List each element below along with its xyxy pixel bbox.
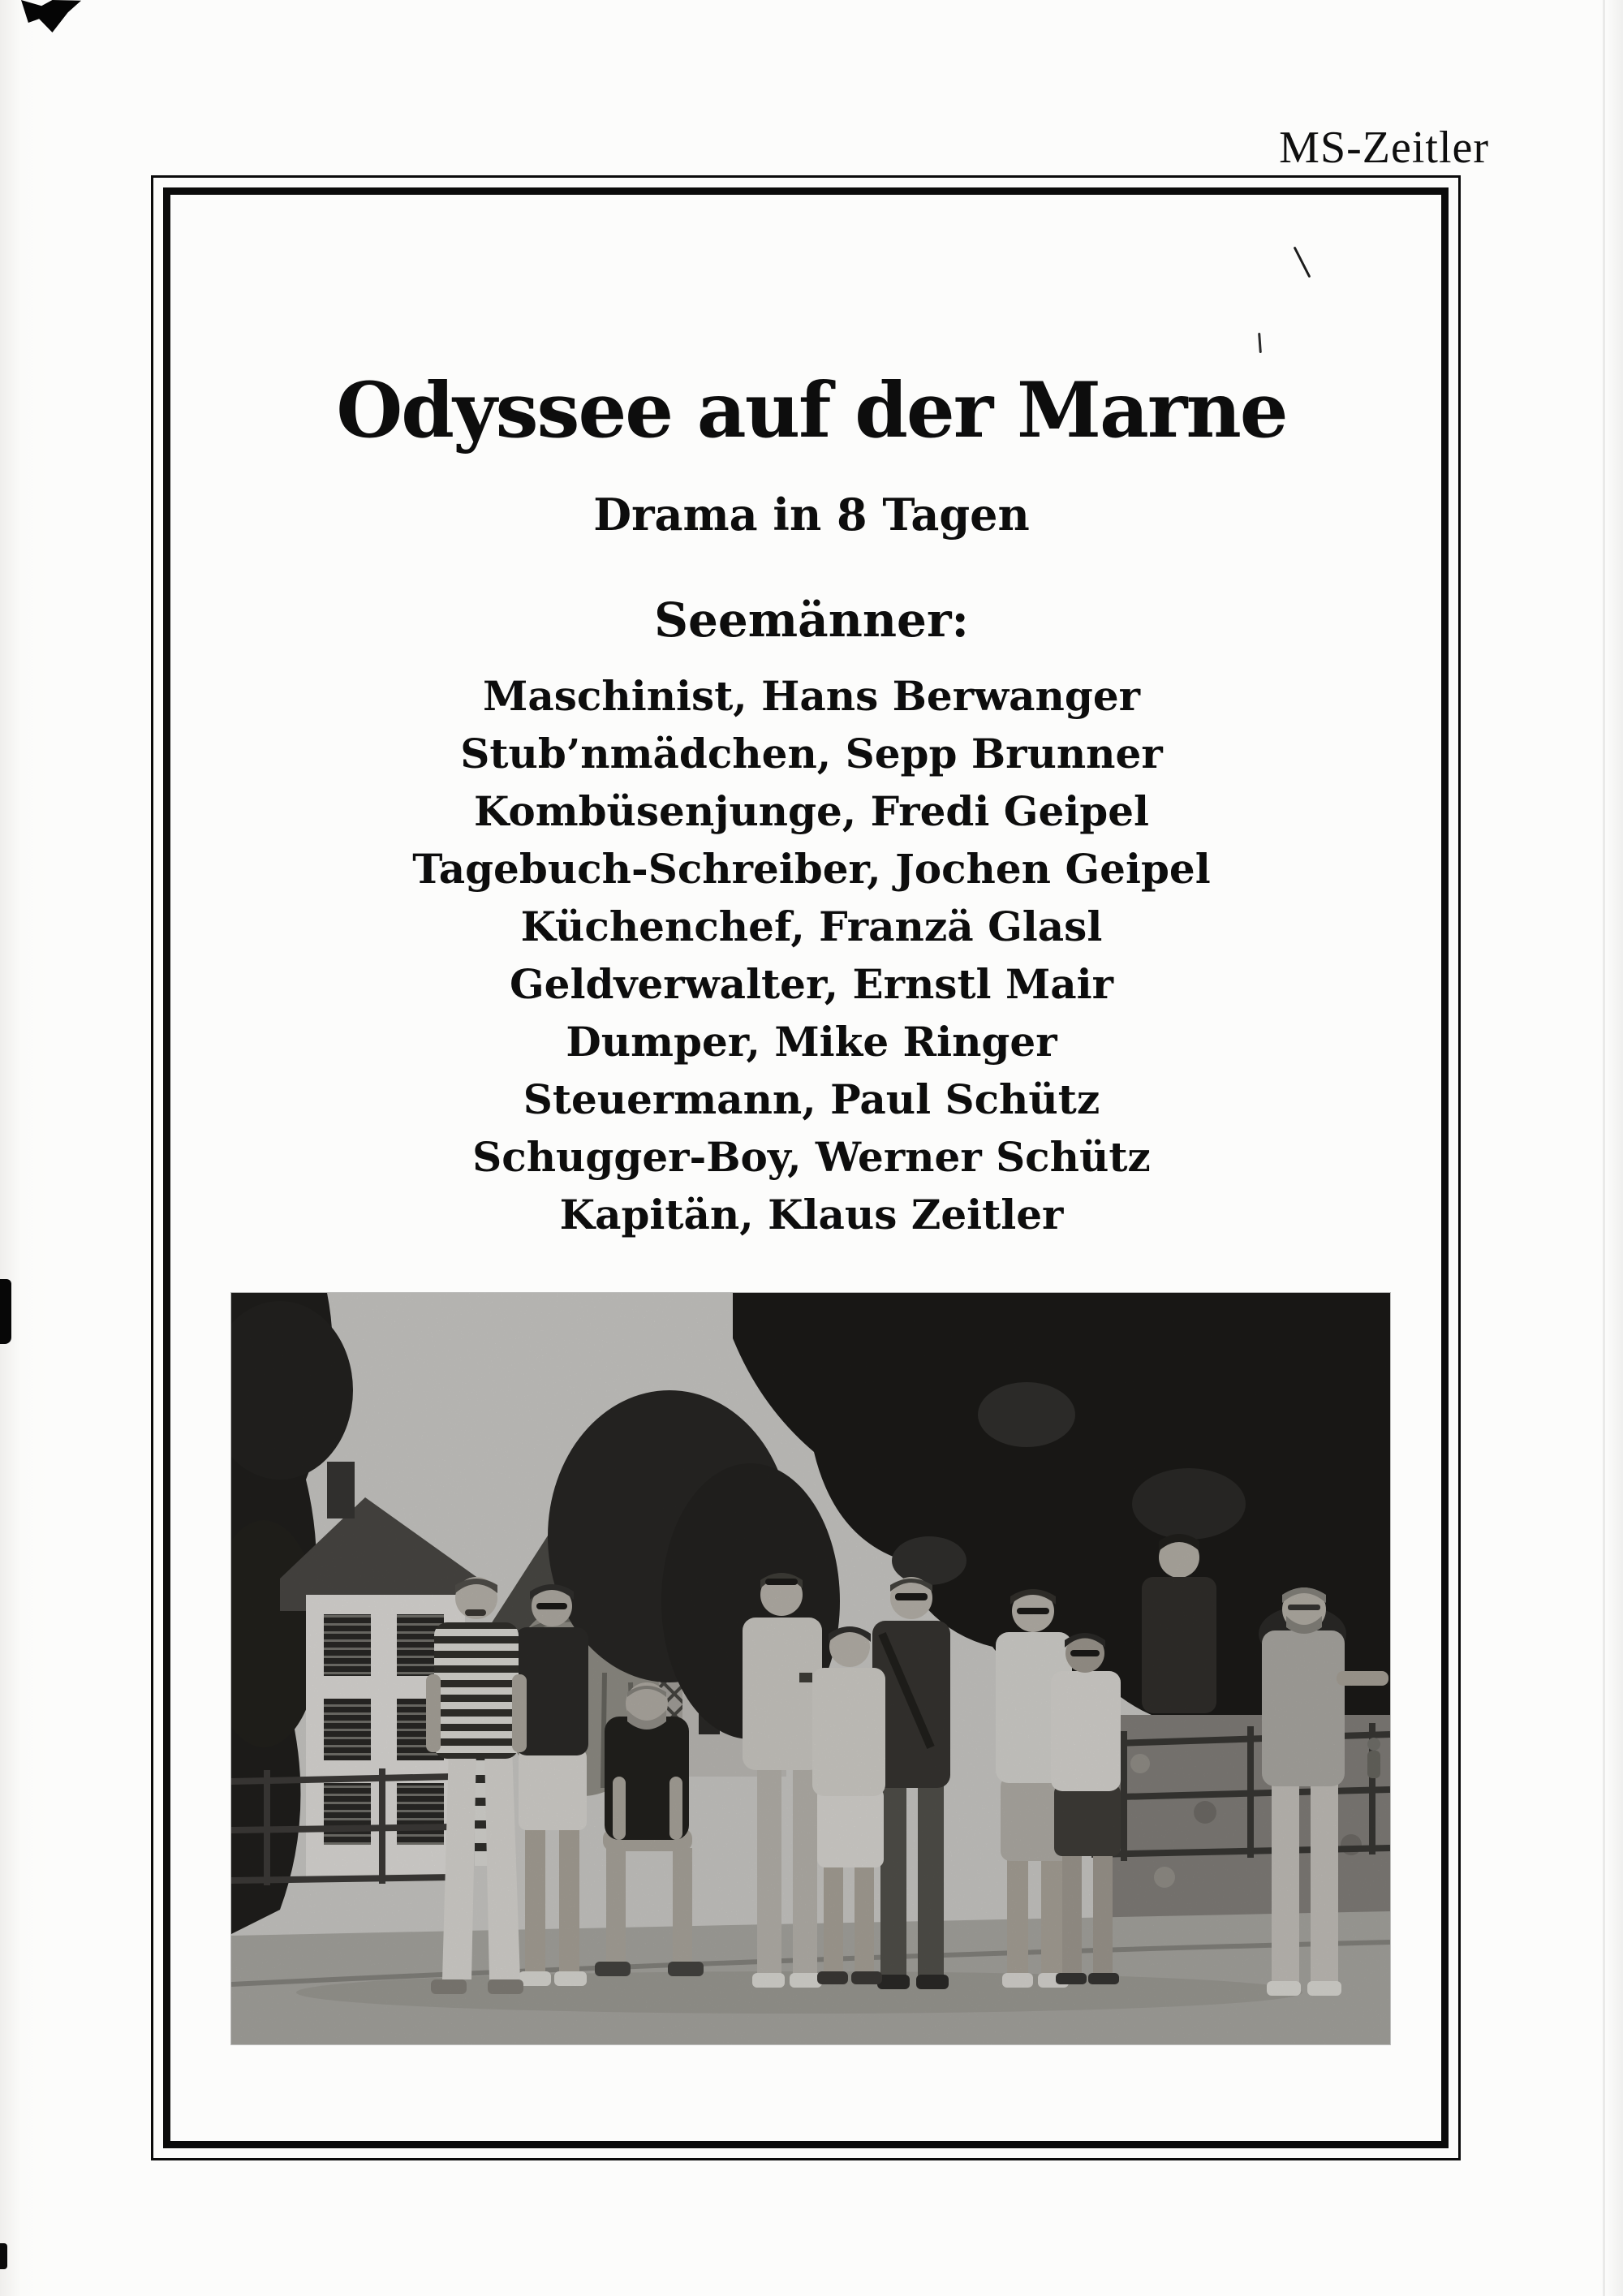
- cast-line: Küchenchef, Franzä Glasl: [520, 902, 1103, 950]
- scan-edge-mark: [0, 1279, 11, 1344]
- cast-line: Maschinist, Hans Berwanger: [483, 672, 1140, 720]
- group-photo-illustration: [231, 1293, 1390, 2044]
- cast-line: Schugger-Boy, Werner Schütz: [472, 1133, 1151, 1181]
- cast-line: Tagebuch-Schreiber, Jochen Geipel: [412, 845, 1211, 893]
- page-title: Odyssee auf der Marne: [336, 365, 1287, 455]
- cast-line: Geldverwalter, Ernstl Mair: [509, 960, 1114, 1008]
- cast-line: Kapitän, Klaus Zeitler: [559, 1191, 1064, 1238]
- cast-heading: Seemänner:: [654, 592, 969, 648]
- scan-ink-blob: [21, 0, 81, 32]
- cast-line: Dumper, Mike Ringer: [566, 1018, 1057, 1066]
- page-edge-gradient: [1605, 0, 1623, 2296]
- scan-edge-mark-bottom: [0, 2243, 7, 2269]
- cast-list: [187, 667, 1436, 1243]
- page-subtitle: Drama in 8 Tagen: [593, 489, 1030, 541]
- cast-line: Kombüsenjunge, Fredi Geipel: [473, 787, 1150, 835]
- group-photo: [231, 1293, 1390, 2044]
- cast-line: Steuermann, Paul Schütz: [523, 1075, 1100, 1123]
- cast-line: Stub’nmädchen, Sepp Brunner: [460, 730, 1163, 778]
- ship-name-label: MS-Zeitler: [1279, 123, 1489, 173]
